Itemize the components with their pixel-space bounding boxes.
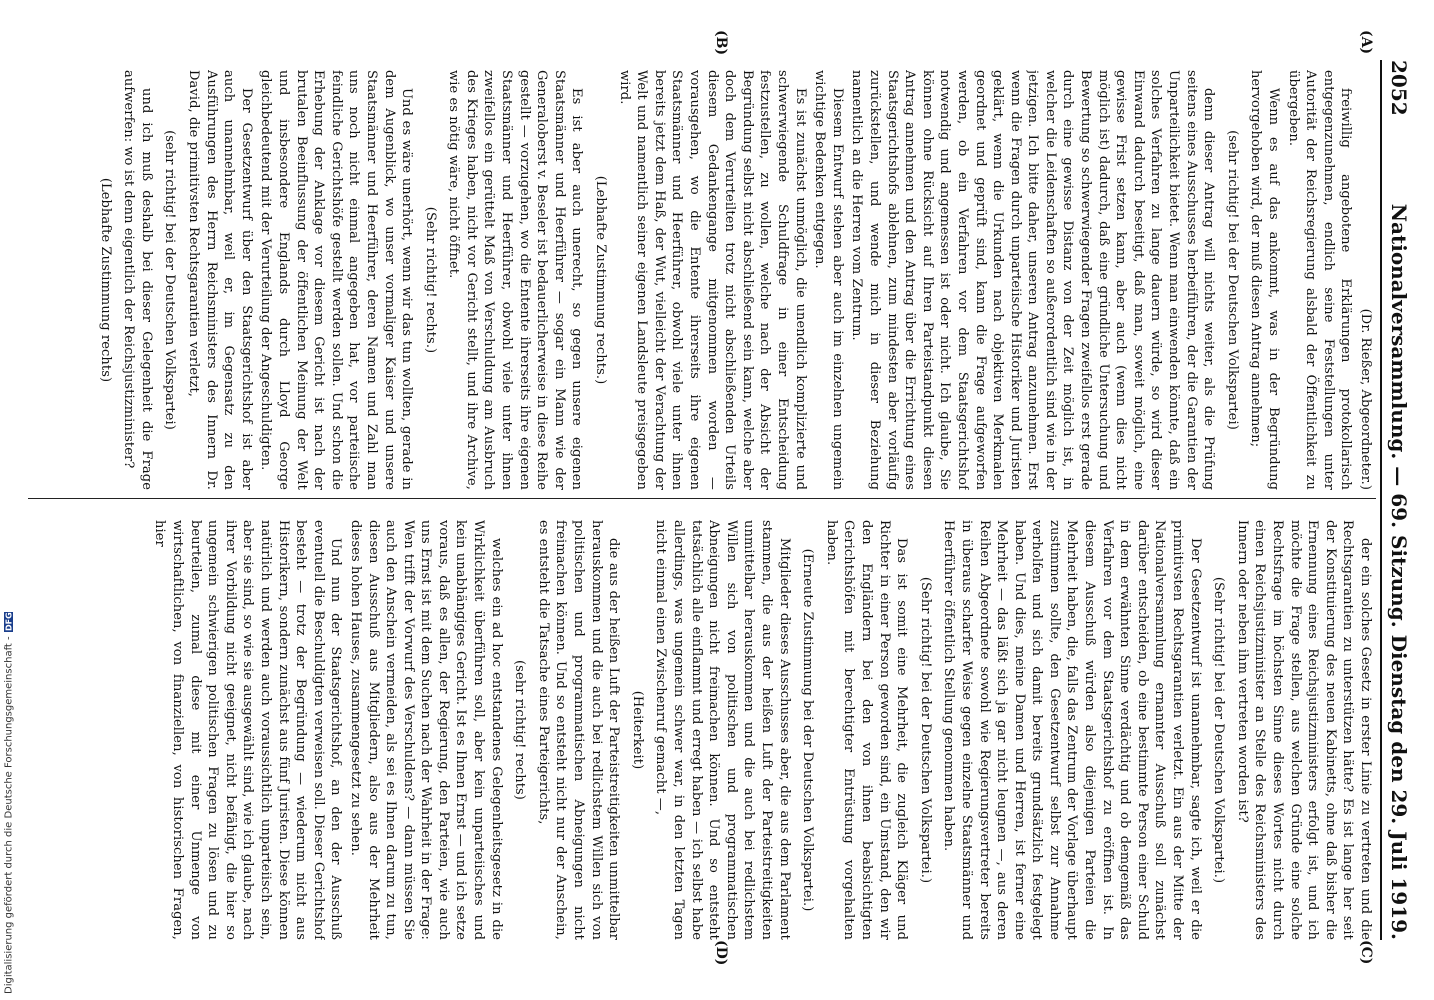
paragraph: Es ist zunächst unmöglich, die unendlich komplizierte und schwerwiegende Schuldfrage in einer Entscheidung festzustellen, zu wollen, welche nach der Absicht der Begründung selbst nicht abschließend sein kann, welche aber doch dem Verurteilten trotz nicht abschließenden Urteils diesem Gedankengange mitgenommen worden — vorausgehen, wo die Entente ihrerseits ihre eigenen Staatsmänner und Heerführer, obwohl viele unter ihnen bereits jetzt dem Haß, der Wut, vielleicht der Verachtung der Welt und namentlich seiner eigenen Landsleute preisgegeben wird.: [616, 70, 808, 490]
paragraph: die aus der heißen Luft der Parteistreitigkeiten unmittelbar herauskommen und die auch bei redlichstem Willen sich von politischen und programmatischen Abneigungen nicht freimachen können. Und so entsteht nicht nur der Anschein, es entsteht die Tatsache eines Parteigerichts,: [535, 520, 622, 940]
paragraph: (Lebhafte Zustimmung rechts.): [593, 175, 609, 385]
paragraph: (Sehr richtig! bei der Deutschen Volkspartei.): [1211, 576, 1227, 884]
paragraph: (Sehr richtig! rechts.): [422, 206, 438, 354]
paragraph: freiwillig angebotene Erklärungen protokollarisch entgegenzunehmen, endlich seine Feststellungen unter Autorität der Reichsregierung alsbald der Öffentlichkeit zu übergeben.: [1285, 70, 1354, 490]
paragraph: und ich muß deshalb bei dieser Gelegenheit die Frage aufwerfen: wo ist denn eigentlich der Reichsjustizminister?: [121, 70, 154, 490]
paragraph: (sehr richtig! rechts): [512, 660, 528, 800]
paragraph: (sehr richtig! bei der Deutschen Volkspartei): [1224, 130, 1240, 430]
margin-mark-b: (B): [713, 30, 729, 56]
column-divider: [28, 498, 1376, 499]
credit-text: Digitalisierung gefördert durch die Deutsche Forschungsgemeinschaft -: [3, 636, 15, 994]
page-header: [1380, 60, 1416, 940]
dfg-logo: DFG: [4, 612, 14, 632]
paragraph: Der Gesetzentwurf über den Staatsgerichtshof ist aber auch unannehmbar, weil er, im Gegensatz zu den Ausführungen des Herrn Reichsministers des Innern Dr. David, die primitivsten Rechtsgarantien verletzt,: [186, 70, 254, 490]
paragraph: Es ist aber auch unerecht, so gegen unsere eigenen Staatsmänner und Heerführer — sogar ein Mann wie der Generaloberst v. Beseler ist bedauerlicherweise in diese Reihe gestellt — vorzugehen, wo die Entente ihrerseits ihre eigenen Staatsmänner und Heerführer, obwohl viele unter ihnen zweifellos ein gerüttelt Maß von Verschuldung am Ausbruch des Krieges haben, nicht vor Gericht stellt, und ihre Archive, wie es nötig wäre, nicht öffnet.: [446, 70, 585, 490]
margin-mark-c: (C): [1358, 940, 1374, 965]
margin-mark-d: (D): [713, 940, 729, 966]
page-number: 2052: [1387, 60, 1411, 116]
paragraph: der ein solches Gesetz in erster Linie zu vertreten und die Rechtsgarantien zu unterstützen hätte? Es ist lange her seit der Konstituierung des neuen Kabinetts, ohne daß bisher die Ernennung eines Reichsjustizministers erfolgt ist, und ich möchte die Frage stellen, aus welchen Gründe eine solche Rechtsfrage im höchsten Sinne dieses Wortes nicht durch einen Reichsjustizminister an Stelle des Reichsministers des Innern oder neben ihm vertreten worden ist?: [1234, 520, 1373, 940]
paragraph: Und es wäre unerhört, wenn wir das tun wollten, gerade in dem Augenblick, wo unser vormaliger Kaiser und unsere Staatsmänner und Heerführer, deren Namen und Zahl man uns noch nicht einmal angegeben hat, vor parteiische feindliche Gerichtshöfe gestellt werden sollen. Und schon die Erhebung der Anklage vor diesem Gericht ist nach der brutalen Beeinflussung der öffentlichen Meinung der Welt und insbesondere Englands durch Lloyd George gleichbedeutend mit der Verurteilung der Angeschuldigten.: [258, 70, 415, 490]
paragraph: Diesem Entwurf stehen aber auch im einzelnen ungemein wichtige Bedenken entgegen.: [812, 70, 845, 490]
paragraph: (Lebhafte Zustimmung rechts): [97, 177, 113, 383]
paragraph: denn dieser Antrag will nichts weiter, als die Prüfung seitens eines Ausschusses herbeiführen, der die Garantien der Unparteilichkeit bietet. Wenn man einwenden könnte, daß ein solches Verfahren zu lange dauern würde, so wird dieser Einwand dadurch beseitigt, daß man, soweit möglich, eine gewisse Frist setzen kann, aber auch (wenn dies nicht möglich ist) dadurch, daß eine gründliche Untersuchung und Bewertung so schwerwiegender Fragen zweifellos erst gerade durch eine gewisse Distanz von der Zeit möglich ist, in welcher die Leidenschaften so außerordentlich sind wie in der jetzigen. Ich bitte daher, unseren Antrag anzunehmen. Erst wenn die Fragen durch unparteiische Historiker und Juristen geklärt, wenn die Urkunden nach objektiven Merkmalen geordnet und geprüft sind, kann die Frage aufgeworfen werden, ob ein Verfahren vor dem Staatsgerichtshof notwendig und angemessen ist oder nicht. Ich glaube, Sie können ohne Rücksicht auf Ihren Parteistandpunkt diesen Antrag annehmen und den Antrag über die Errichtung eines Staatsgerichtshofs ablehnen, zum mindesten aber vorläufig zurückstellen, und wende mich in dieser Beziehung namentlich an die Herren vom Zentrum.: [849, 70, 1217, 490]
paragraph: Mitglieder dieses Ausschusses aber, die aus dem Parlament stammen, die aus der heißen Luft der Parteistreitigkeiten unmittelbar herauskommen und die auch bei redlichstem Willen sich von politischen und programmatischen Abneigungen nicht freimachen können. Und so entsteht tatsächlich alle einflammt und erregt haben — ich selbst habe allerdings, was ungemein schwer war, in den letzten Tagen nicht einmal einen Zwischenruf gemacht —,: [653, 520, 792, 940]
paragraph: (sehr richtig! bei der Deutschen Volkspartei): [162, 130, 178, 430]
paragraph: Das ist somit eine Mehrheit, die zugleich Kläger und Richter in einer Person geworden sind, ein Umstand, den wir den Engländern bei den von ihnen beabsichtigten Gerichtshöfen mit berechtigter Entrüstung vorgehalten haben.: [823, 520, 910, 940]
paragraph: (Sehr richtig! bei der Deutschen Volkspartei.): [917, 576, 933, 884]
paragraph: welches ein ad hoc entstandenes Gelegenheitsgesetz in die Wirklichkeit überführen soll, aber kein unparteiisches und kein unabhängiges Gericht. Ist es Ihnen Ernst — und ich setze voraus, daß es allen, der Regierung, den Parteien, wie auch uns Ernst ist mit dem Suchen nach der Wahrheit in der Frage: Wen trifft der Vorwurf des Verschuldens? — dann müssen Sie auch den Anschein vermeiden, als sei es Ihnen darum zu tun, diesen Ausschuß aus Mitgliedern, also aus der Mehrheit dieses hohen Hauses, zusammengesetzt zu sehen.: [347, 520, 504, 940]
paragraph: Wenn es auf das ankommt, was in der Begründung hervorgehoben wird, der muß diesen Antrag annehmen;: [1248, 70, 1282, 490]
page-title: Nationalversammlung. — 69. Sitzung. Dienstag den 29. Juli 1919.: [1387, 203, 1411, 940]
right-column: [30, 520, 1374, 940]
margin-mark-a: (A): [1358, 30, 1374, 55]
paragraph: (Erneute Zustimmung bei der Deutschen Volkspartei.): [800, 548, 816, 912]
paragraph: (Heiterkeit): [629, 690, 645, 770]
paragraph: Und nun der Staatsgerichtshof, an den der Ausschuß eventuell die Beschuldigten verweisen soll. Dieser Gerichtshof besteht — trotz der Begründung — wiederum nicht aus Historikern, sondern zunächst aus fünf Juristen. Diese können natürlich und werden auch voraussichtlich unparteiisch sein, aber sie sind, so wie sie ausgewählt sind, wie ich glaube, nach ihrer Vorbildung nicht geeignet, nicht befähigt, die hier so ungemein schwierigen politischen Fragen zu lösen und zu beurteilen, zumal diese mit einer Unmenge von wirtschaftlichen, von finanziellen, von historischen Fragen, hier: [152, 520, 344, 940]
left-column: [30, 70, 1374, 490]
digitization-credit: [2, 4, 16, 994]
paragraph: Der Gesetzentwurf ist unannehmbar, sagte ich, weil er die primitivsten Rechtsgarantien verletzt. Ein aus der Mitte der Nationalversammlung ernannter Ausschuß soll zunächst darüber entscheiden, ob eine bestimmte Person einer Schuld in dem erwähnten Sinne verdächtig und ob demgemäß das Verfahren vor dem Staatsgerichtshof zu eröffnen ist. In diesem Ausschuß würden also diejenigen Parteien die Mehrheit haben, die, falls das Zentrum der Vorlage überhaupt zustimmen sollte, den Gesetzentwurf selbst zur Annahme verholfen und sich damit bereits grundsätzlich festgelegt haben. Und dies, meine Damen und Herren, ist ferner eine Mehrheit — das läßt sich ja gar nicht leugnen —, aus deren Reihen Abgeordnete sowohl wie Regierungsvertreter bereits in überaus scharfer Weise gegen einzelne Staatsmänner und Heerführer öffentlich Stellung genommen haben.: [941, 520, 1203, 940]
paragraph: (Dr. Rießer, Abgeordneter.): [1358, 308, 1373, 490]
